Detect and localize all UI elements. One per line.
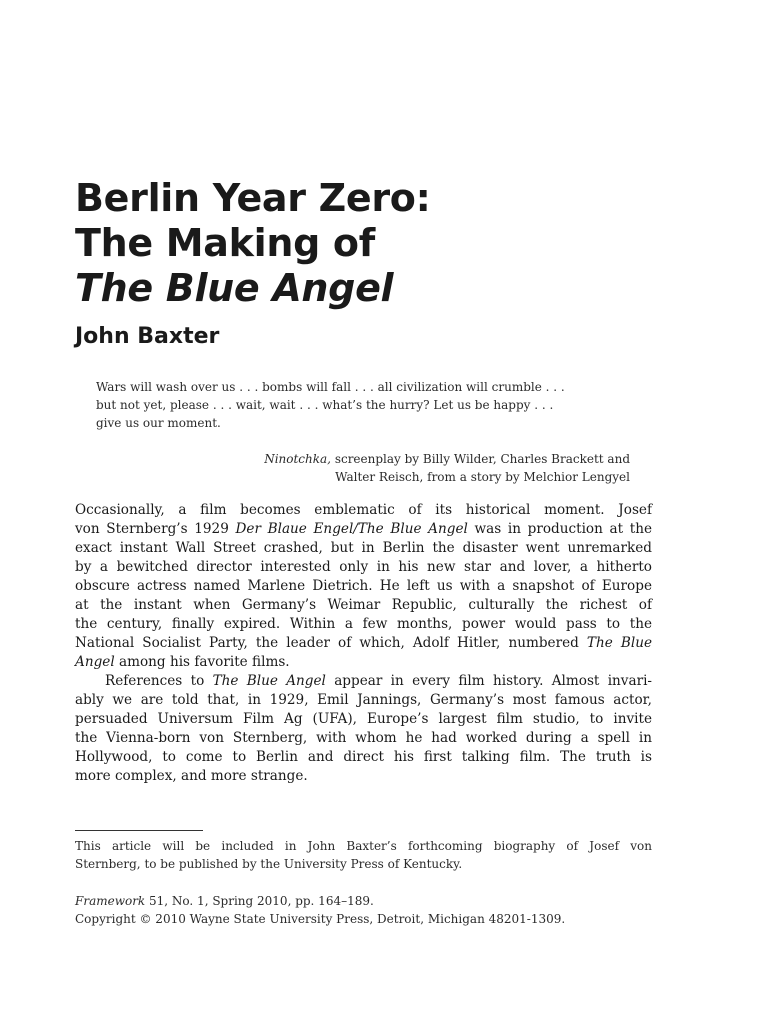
- body-line: [75, 520, 652, 539]
- epigraph-line-3: give us our moment.: [96, 416, 221, 430]
- epigraph-line-1: Wars will wash over us . . . bombs will fall . . . all civilization will crumble . . .: [96, 380, 565, 394]
- body-line: exact instant Wall Street crashed, but in Berlin the disaster went unremarked: [75, 540, 652, 556]
- footnote-divider: [75, 830, 203, 831]
- body-line: more complex, and more strange.: [75, 768, 308, 784]
- body-line: at the instant when Germany’s Weimar Republic, culturally the richest of: [75, 597, 652, 613]
- article-author: John Baxter: [75, 324, 220, 349]
- film-title-italic: Der Blaue Engel/The Blue Angel: [235, 521, 468, 537]
- footnote-line-2: Sternberg, to be published by the University Press of Kentucky.: [75, 857, 463, 871]
- footnote-line-1: This article will be included in John Baxter’s forthcoming biography of Josef von: [75, 839, 652, 853]
- attribution-line-2: Walter Reisch, from a story by Melchior Lengyel: [335, 470, 630, 484]
- body-line: the century, finally expired. Within a few months, power would pass to the: [75, 616, 652, 632]
- epigraph-quote: [96, 378, 636, 432]
- attribution-line-1-rest: screenplay by Billy Wilder, Charles Brackett and: [331, 452, 630, 466]
- body-line: [75, 634, 652, 653]
- text-run: among his favorite films.: [114, 654, 290, 670]
- article-body: [75, 501, 652, 786]
- epigraph-attribution: [200, 450, 630, 486]
- article-title: [75, 176, 675, 311]
- film-title-italic: The Blue: [586, 635, 652, 651]
- text-run: References to: [105, 673, 213, 689]
- body-paragraph-2: [75, 672, 652, 786]
- body-line: Occasionally, a film becomes emblematic of its historical moment. Josef: [75, 502, 652, 518]
- body-line: [75, 653, 652, 672]
- text-run: National Socialist Party, the leader of which, Adolf Hitler, numbered: [75, 635, 587, 651]
- body-line: persuaded Universum Film Ag (UFA), Europe’s largest film studio, to invite: [75, 711, 652, 727]
- citation-line: [75, 892, 675, 910]
- text-run: von Sternberg’s 1929: [75, 521, 236, 537]
- attribution-source-title: Ninotchka,: [264, 452, 331, 466]
- copyright-line: Copyright © 2010 Wayne State University Press, Detroit, Michigan 48201-1309.: [75, 912, 566, 926]
- journal-citation: [75, 892, 675, 928]
- epigraph-line-2: but not yet, please . . . wait, wait . . . what’s the hurry? Let us be happy . . .: [96, 398, 554, 412]
- body-line: [75, 672, 652, 691]
- body-line: obscure actress named Marlene Dietrich. He left us with a snapshot of Europe: [75, 578, 652, 594]
- body-line: Hollywood, to come to Berlin and direct his first talking film. The truth is: [75, 749, 652, 765]
- text-run: appear in every film history. Almost invari-: [325, 673, 653, 689]
- title-line-2: The Making of: [75, 221, 375, 265]
- attribution-line-1: [200, 450, 630, 468]
- journal-name: Framework: [75, 894, 146, 908]
- body-line: ably we are told that, in 1929, Emil Jannings, Germany’s most famous actor,: [75, 692, 652, 708]
- title-line-3: The Blue Angel: [75, 266, 394, 310]
- film-title-italic: Angel: [75, 654, 115, 670]
- text-run: was in production at the: [467, 521, 652, 537]
- body-paragraph-1: [75, 501, 652, 672]
- citation-details: 51, No. 1, Spring 2010, pp. 164–189.: [145, 894, 374, 908]
- film-title-italic: The Blue Angel: [212, 673, 326, 689]
- footnote: [75, 837, 652, 873]
- body-line: by a bewitched director interested only in his new star and lover, a hitherto: [75, 559, 652, 575]
- title-line-1: Berlin Year Zero:: [75, 176, 431, 220]
- body-line: the Vienna-born von Sternberg, with whom he had worked during a spell in: [75, 730, 652, 746]
